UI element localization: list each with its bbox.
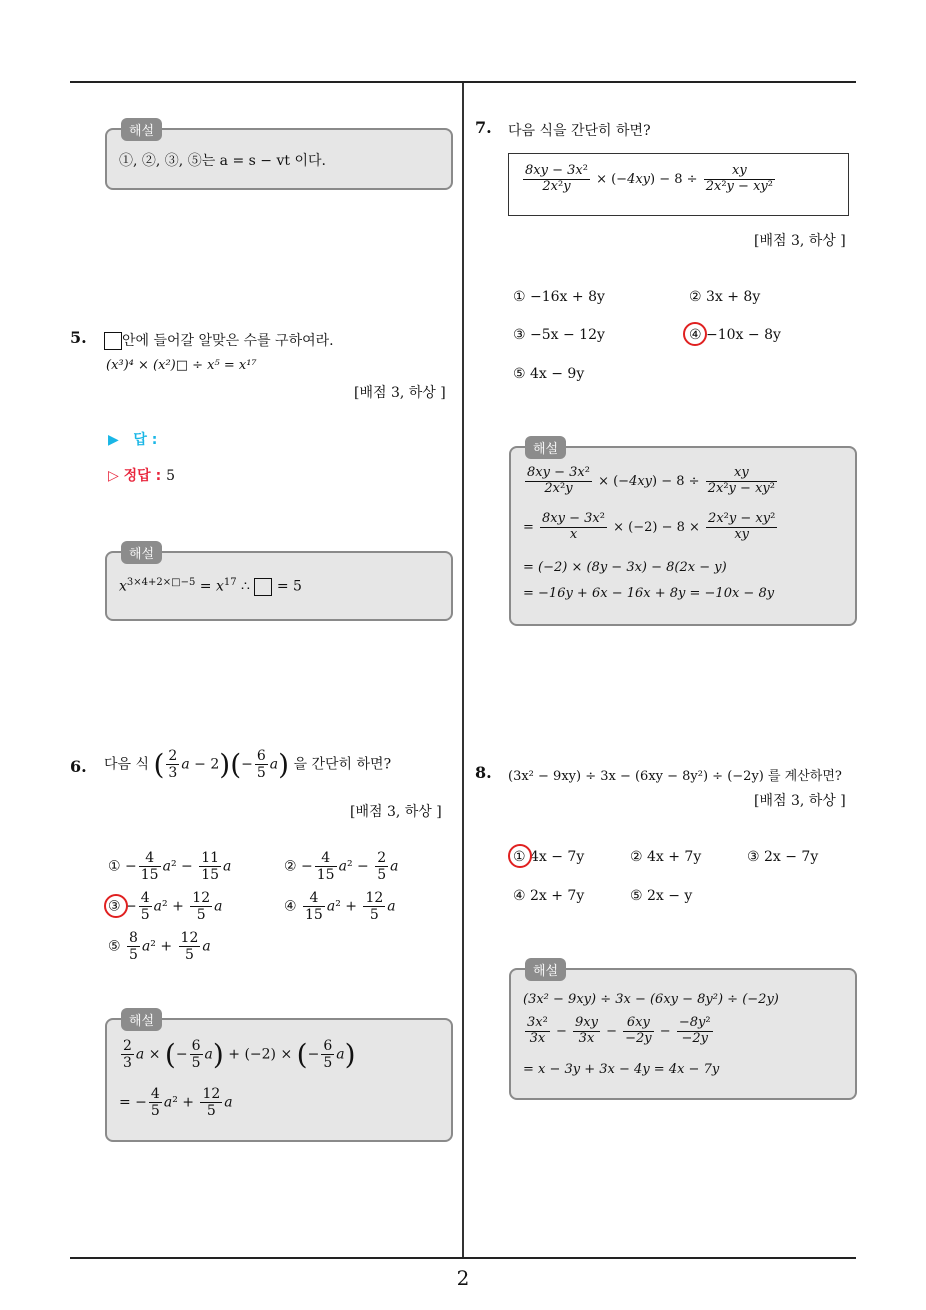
q7-explanation-line-3: = (−2) × (8y − 3x) − 8(2x − y) xyxy=(523,560,727,575)
q6-points: [배점 3, 하상 ] xyxy=(350,804,442,820)
q7-choice-2[interactable]: ② 3x + 8y xyxy=(689,289,761,305)
q8-explanation-box xyxy=(509,964,857,1100)
q5-equation: (x³)⁴ × (x²)□ ÷ x⁵ = x¹⁷ xyxy=(106,358,257,373)
q6-choice-3[interactable]: ③ − $\frac{4}{5}$ a² + $\frac{12}{5}$ a xyxy=(108,890,223,924)
page-number: 2 xyxy=(456,1266,470,1290)
q6-explanation-line-1: $\frac{2}{3}$ a × (− $\frac{6}{5}$ a) + (−2) × (− $\frac{6}{5}$ a) xyxy=(123,1038,356,1072)
q6-explanation-line-2: = − $\frac{4}{5}$ a² + $\frac{12}{5}$ a xyxy=(119,1086,233,1120)
q7-explanation-box xyxy=(509,442,857,626)
q8-explanation-line-1: (3x² − 9xy) ÷ 3x − (6xy − 8y²) ÷ (−2y) xyxy=(523,992,779,1007)
explanation-tag: 해설 xyxy=(121,1008,162,1031)
triangle-icon: ▷ xyxy=(108,468,119,484)
q7-explanation-line-2: = $\frac{\text{8xy − 3x²}}{x}$ × (−2) − 8 × $\frac{\text{2x²y − xy²}}{xy}$ xyxy=(523,511,776,542)
q5-question xyxy=(104,330,334,350)
blank-box-icon xyxy=(104,332,122,350)
q8-explanation-line-3: = x − 3y + 3x − 4y = 4x − 7y xyxy=(523,1062,720,1077)
q6-choice-2[interactable]: ② − $\frac{4}{15}$ a² − $\frac{2}{5}$ a xyxy=(284,850,399,884)
blank-box-icon xyxy=(254,578,272,596)
q8-explanation-line-2: $\frac{\text{3x²}}{3x}$ − $\frac{9xy}{3x}$ − $\frac{6xy}{-2y}$ − $\frac{\text{−8y²}}{-2y}$ xyxy=(527,1015,711,1046)
q6-selected-mark-icon xyxy=(104,894,128,918)
q5-answer-label: ▶ 답 : xyxy=(108,432,158,448)
column-divider xyxy=(462,83,464,1257)
q4-explanation-text: ①, ②, ③, ⑤는 a = s − vt 이다. xyxy=(119,153,326,169)
q5-explanation-box xyxy=(105,547,453,621)
q5-points: [배점 3, 하상 ] xyxy=(354,385,446,401)
q7-number: 7. xyxy=(475,118,492,137)
q7-choice-3[interactable]: ③ −5x − 12y xyxy=(513,327,605,343)
q6-choice-4[interactable]: ④ $\frac{4}{15}$ a² + $\frac{12}{5}$ a xyxy=(284,890,396,924)
q8-choice-4[interactable]: ④ 2x + 7y xyxy=(513,888,585,904)
q5-correct-answer: ▷ 정답 : 5 xyxy=(108,468,175,484)
q6-question: 다음 식 ( $\frac{2}{3}$ a − 2)(− $\frac{6}{5}$ a) 을 간단히 하면? xyxy=(104,748,392,782)
bottom-rule xyxy=(70,1257,856,1259)
q7-selected-mark-icon xyxy=(683,322,707,346)
explanation-tag: 해설 xyxy=(525,958,566,981)
explanation-tag: 해설 xyxy=(121,118,162,141)
q7-explanation-line-1: $\frac{\text{8xy − 3x²}}{\text{2x²y}}$ × (−4xy) − 8 ÷ $\frac{xy}{\text{2x²y − xy²}}$ xyxy=(527,465,775,496)
explanation-tag: 해설 xyxy=(525,436,566,459)
q7-choice-5[interactable]: ⑤ 4x − 9y xyxy=(513,366,585,382)
q8-selected-mark-icon xyxy=(508,844,532,868)
q7-question: 다음 식을 간단히 하면? xyxy=(508,123,651,139)
q5-question-text: 안에 들어갈 알맞은 수를 구하여라. xyxy=(122,333,334,349)
q7-points: [배점 3, 하상 ] xyxy=(754,233,846,249)
q4-explanation-box xyxy=(105,124,453,190)
q8-question: (3x² − 9xy) ÷ 3x − (6xy − 8y²) ÷ (−2y) 를 계산하면? xyxy=(508,769,842,784)
q8-points: [배점 3, 하상 ] xyxy=(754,793,846,809)
q5-number: 5. xyxy=(70,328,87,347)
q8-number: 8. xyxy=(475,763,492,782)
q8-choice-2[interactable]: ② 4x + 7y xyxy=(630,849,702,865)
q6-explanation-box xyxy=(105,1014,453,1142)
q7-explanation-line-4: = −16y + 6x − 16x + 8y = −10x − 8y xyxy=(523,586,775,601)
q5-explanation-text: $x^{3\times 4+2\times□-5} = x^{17}$ ∴ = 5 xyxy=(119,577,302,595)
q7-choice-1[interactable]: ① −16x + 8y xyxy=(513,289,605,305)
q7-formula-box xyxy=(508,153,849,216)
q8-choice-3[interactable]: ③ 2x − 7y xyxy=(747,849,819,865)
q6-number: 6. xyxy=(70,757,87,776)
q6-choice-5[interactable]: ⑤ $\frac{8}{5}$ a² + $\frac{12}{5}$ a xyxy=(108,930,211,964)
q6-choice-1[interactable]: ① − $\frac{4}{15}$ a² − $\frac{11}{15}$ a xyxy=(108,850,232,884)
q7-choice-4[interactable]: ④ −10x − 8y xyxy=(689,327,781,343)
q8-choice-5[interactable]: ⑤ 2x − y xyxy=(630,888,693,904)
q5-answer-value: 5 xyxy=(166,468,175,484)
q7-formula: $\frac{\text{8xy − 3x²}}{\text{2x²y}}$ × (−4xy) − 8 ÷ $\frac{xy}{\text{2x²y − xy²}}$ xyxy=(525,163,773,194)
explanation-tag: 해설 xyxy=(121,541,162,564)
play-icon: ▶ xyxy=(108,432,119,448)
q8-choice-1[interactable]: ① 4x − 7y xyxy=(513,849,585,865)
